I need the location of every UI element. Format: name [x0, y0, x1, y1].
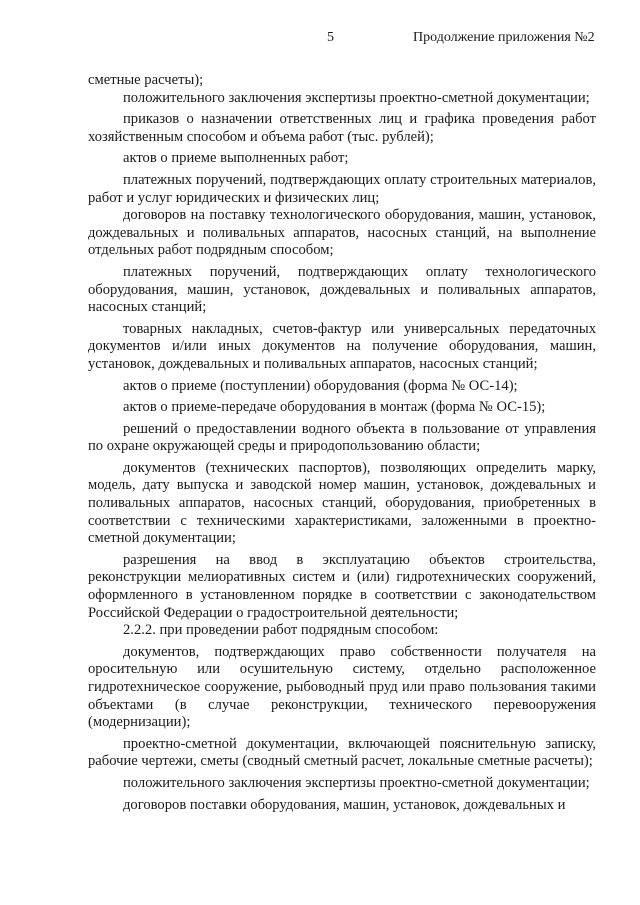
paragraph: платежных поручений, подтверждающих оплату технологического оборудования, машин, установок, дождевальных и поливальных аппаратов, насосных станций; [88, 263, 596, 316]
paragraph: сметные расчеты); [88, 72, 204, 88]
appendix-continuation-header: Продолжение приложения №2 [413, 30, 595, 45]
paragraph: разрешения на ввод в эксплуатацию объектов строительства, реконструкции мелиоративных систем и (или) гидротехнических сооружений, оформленного в установленном порядке в соответствии с законодательством Российской Федерации о градостроительной деятельности; [88, 551, 596, 621]
paragraph: договоров поставки оборудования, машин, установок, дождевальных и [123, 796, 566, 813]
paragraph: актов о приеме выполненных работ; [123, 150, 349, 167]
paragraph: платежных поручений, подтверждающих оплату строительных материалов, работ и услуг юридических и физических лиц; [88, 171, 596, 206]
paragraph: договоров на поставку технологического оборудования, машин, установок, дождевальных и поливальных аппаратов, насосных станций, на выполнение отдельных работ подрядным способом; [88, 207, 596, 259]
paragraph: документов, подтверждающих право собственности получателя на оросительную или осушительную систему, отдельно расположенное гидротехническое сооружение, рыбоводный пруд или право пользования такими объектами (в случае реконструкции, технического перевооружения (модернизации); [88, 643, 596, 731]
document-body [88, 72, 596, 814]
paragraph: положительного заключения экспертизы проектно-сметной документации; [123, 89, 590, 106]
paragraph: решений о предоставлении водного объекта в пользование от управления по охране окружающей среды и природопользованию области; [88, 420, 596, 455]
paragraph: документов (технических паспортов), позволяющих определить марку, модель, дату выпуска и заводской номер машин, установок, дождевальных и поливальных аппаратов, насосных станций, оборудования, приобретенных в соответствии с техническими характеристиками, заложенными в проектно-сметной документации; [88, 459, 596, 547]
paragraph: приказов о назначении ответственных лиц и графика проведения работ хозяйственным способом и объема работ (тыс. рублей); [88, 111, 596, 145]
paragraph: актов о приеме-передаче оборудования в монтаж (форма № ОС-15); [123, 399, 546, 416]
paragraph: актов о приеме (поступлении) оборудования (форма № ОС-14); [123, 377, 518, 394]
paragraph: проектно-сметной документации, включающей пояснительную записку, рабочие чертежи, сметы (сводный сметный расчет, локальные сметные расчеты); [88, 735, 596, 770]
paragraph: положительного заключения экспертизы проектно-сметной документации; [123, 774, 590, 791]
page-number: 5 [327, 30, 334, 45]
paragraph: товарных накладных, счетов-фактур или универсальных передаточных документов и/или иных документов на получение оборудования, машин, установок, дождевальных и поливальных аппаратов, насосных станций; [88, 320, 596, 372]
section-heading: 2.2.2. при проведении работ подрядным способом: [123, 622, 439, 639]
